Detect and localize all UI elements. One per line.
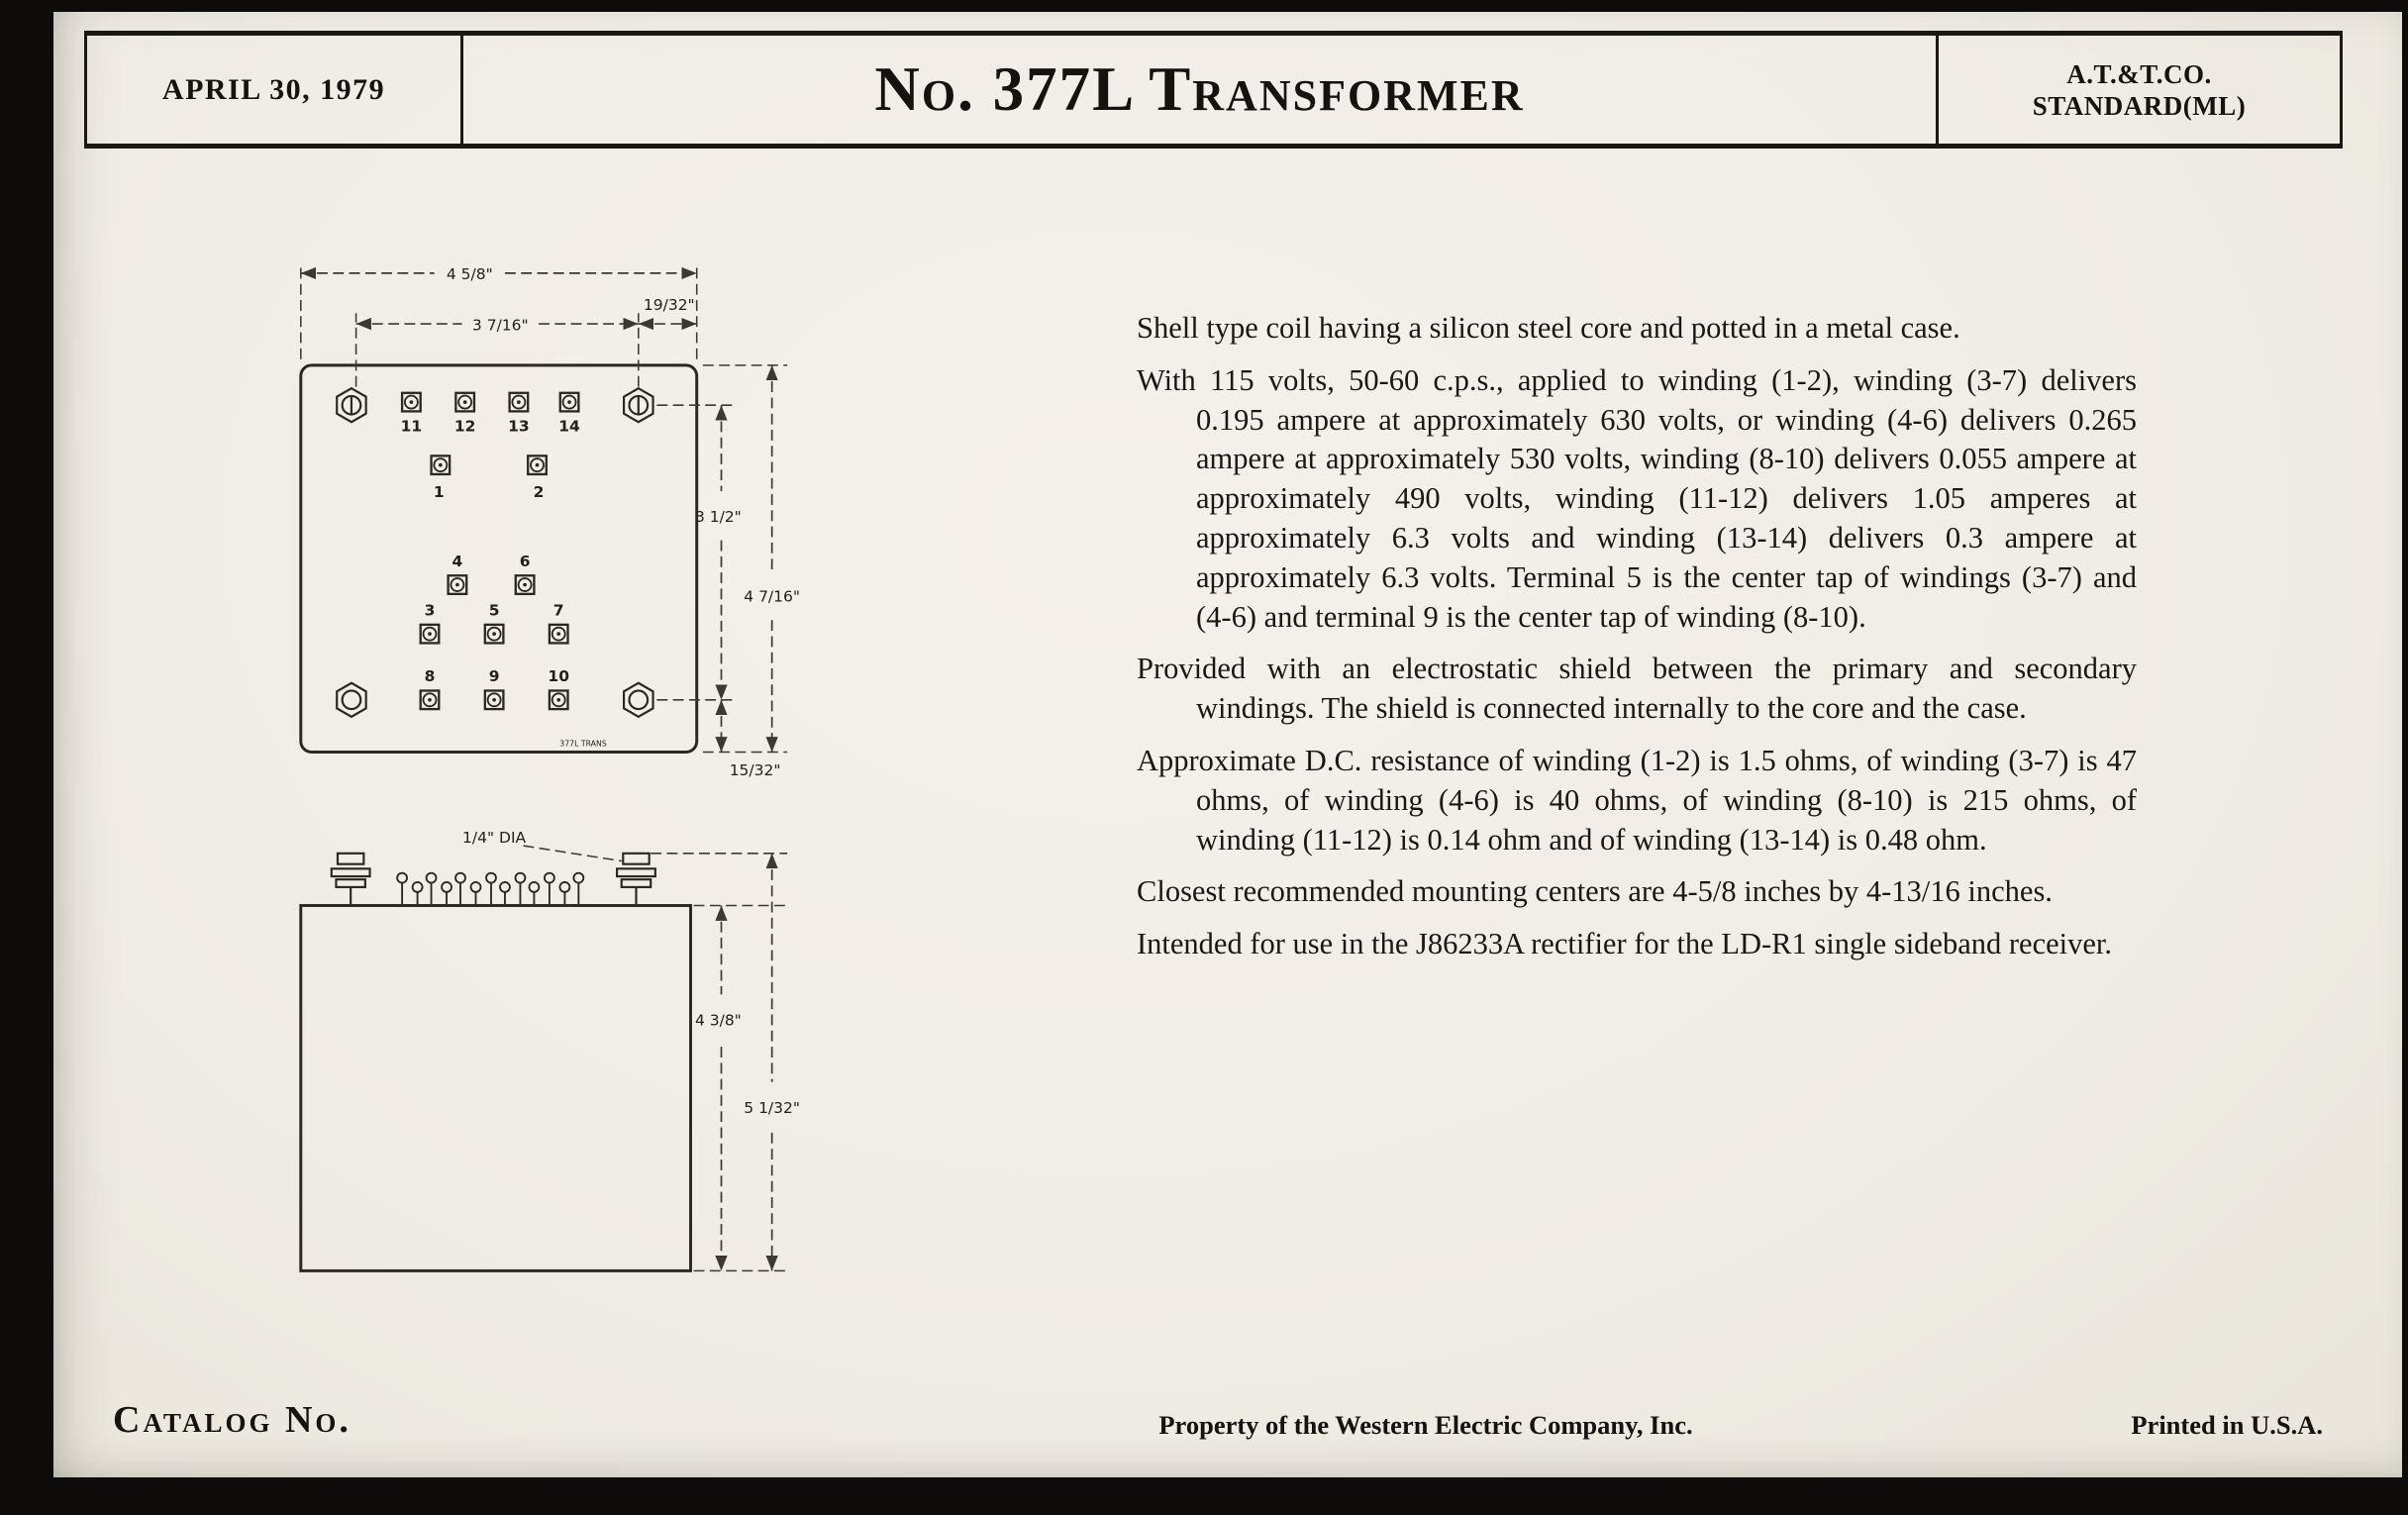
terminal-label: 14 bbox=[558, 417, 580, 436]
terminal-symbol bbox=[455, 393, 474, 412]
terminal-label: 6 bbox=[519, 552, 531, 570]
top-view-drawing bbox=[301, 264, 800, 779]
terminal-label: 13 bbox=[508, 417, 530, 436]
terminal-symbol bbox=[432, 455, 451, 474]
terminal-label: 4 bbox=[452, 552, 463, 570]
terminal-symbol bbox=[550, 691, 568, 710]
case-stamp: 377L TRANS bbox=[559, 739, 607, 749]
spec-paragraph-mounting: Closest recommended mounting centers are 4-5/8 inches by 4-13/16 inches. bbox=[1137, 874, 2053, 909]
spec-paragraph-shell: Shell type coil having a silicon steel core and potted in a metal case. bbox=[1137, 311, 1960, 345]
mounting-screw bbox=[624, 683, 652, 717]
header-title-cell bbox=[463, 36, 1939, 144]
dimension-label-hole-spacing-width: 3 7/16" bbox=[471, 316, 529, 335]
terminal-symbol bbox=[550, 625, 568, 644]
terminal-label: 3 bbox=[424, 601, 436, 620]
terminal-symbol bbox=[485, 691, 504, 710]
printed-in-usa-label: Printed in U.S.A. bbox=[2131, 1410, 2323, 1440]
header bbox=[84, 31, 2343, 149]
side-view-drawing bbox=[301, 829, 800, 1270]
document-title: No. 377L Transformer bbox=[874, 54, 1525, 124]
terminal-symbol bbox=[402, 393, 421, 412]
org-standard: STANDARD(ML) bbox=[2032, 90, 2247, 121]
org-name: A.T.&T.CO. bbox=[2066, 58, 2212, 89]
terminal-grid bbox=[401, 393, 580, 709]
terminal-label: 2 bbox=[533, 483, 545, 502]
dimension-label-overall-width: 4 5/8" bbox=[446, 265, 493, 284]
dimension-label-edge-offset-width: 19/32" bbox=[643, 296, 695, 315]
dimension-label-edge-offset-height: 15/32" bbox=[729, 760, 781, 779]
terminal-label: 9 bbox=[488, 667, 500, 686]
technical-drawings bbox=[276, 246, 829, 1289]
document-page bbox=[53, 12, 2402, 1477]
terminal-symbol bbox=[510, 393, 529, 412]
terminal-symbol bbox=[528, 455, 547, 474]
terminal-label: 10 bbox=[548, 667, 569, 686]
spec-paragraph-windings: With 115 volts, 50-60 c.p.s., applied to winding (1-2), winding (3-7) delivers 0.195 ampere at approximately 630 volts, or winding (4-6) delivers 0.265 ampere at approximately 530 volts, winding (8-10) delivers 0.055 ampere at approximately 490 volts, winding (11-12) delivers 1.05 amperes at approximately 6.3 volts and winding (13-14) delivers 0.3 ampere at approximately 6.3 volts. Terminal 5 is the center tap of windings (3-7) and (4-6) and terminal 9 is the center tap of winding (8-10). bbox=[1137, 362, 2137, 634]
dimension-lines-side-view bbox=[651, 854, 800, 1271]
mounting-bolt bbox=[332, 854, 370, 906]
spec-paragraph-usage: Intended for use in the J86233A rectifier for the LD-R1 single sideband receiver. bbox=[1137, 927, 2113, 961]
dimension-label-hole-spacing-height: 3 1/2" bbox=[694, 508, 742, 526]
terminal-pins bbox=[397, 873, 583, 906]
terminal-symbol bbox=[421, 691, 440, 710]
mounting-bolt bbox=[617, 854, 655, 906]
catalog-number-label: Catalog No. bbox=[113, 1399, 351, 1441]
terminal-label: 7 bbox=[552, 601, 564, 620]
case-outline-side-view bbox=[301, 906, 691, 1271]
terminal-label: 11 bbox=[400, 417, 423, 436]
header-date-cell bbox=[87, 36, 463, 144]
spec-paragraph-shield: Provided with an electrostatic shield between the primary and secondary windings. The shield is connected internally to the core and the case. bbox=[1137, 652, 2137, 726]
leader-line bbox=[524, 846, 622, 861]
dimension-label-case-height: 4 3/8" bbox=[694, 1011, 742, 1030]
case-outline-top-view bbox=[301, 365, 697, 753]
property-notice: Property of the Western Electric Company, Inc. bbox=[1158, 1410, 1693, 1440]
mounting-screw bbox=[337, 388, 365, 422]
issue-date: APRIL 30, 1979 bbox=[161, 72, 386, 106]
terminal-symbol bbox=[560, 393, 579, 412]
dimension-label-overall-height: 4 7/16" bbox=[744, 587, 801, 606]
terminal-symbol bbox=[516, 575, 535, 594]
dimension-label-bolt-diameter: 1/4" DIA bbox=[462, 828, 527, 847]
mounting-screw bbox=[624, 388, 652, 422]
spec-paragraph-resistance: Approximate D.C. resistance of winding (1-2) is 1.5 ohms, of winding (3-7) is 47 ohms, of winding (4-6) is 40 ohms, of winding (8-10) is 215 ohms, of winding (11-12) is 0.14 ohm and of winding (13-14) is 0.48 ohm. bbox=[1137, 743, 2137, 857]
terminal-label: 8 bbox=[424, 667, 436, 686]
dimension-label-overall-height-side: 5 1/32" bbox=[744, 1098, 801, 1117]
terminal-label: 5 bbox=[488, 601, 500, 620]
terminal-symbol bbox=[485, 625, 504, 644]
terminal-label: 1 bbox=[433, 483, 445, 502]
mounting-screw bbox=[337, 683, 365, 717]
terminal-symbol bbox=[421, 625, 440, 644]
terminal-symbol bbox=[449, 575, 467, 594]
terminal-label: 12 bbox=[453, 417, 476, 436]
header-org-cell bbox=[1939, 36, 2340, 144]
specification-text bbox=[1137, 309, 2137, 977]
